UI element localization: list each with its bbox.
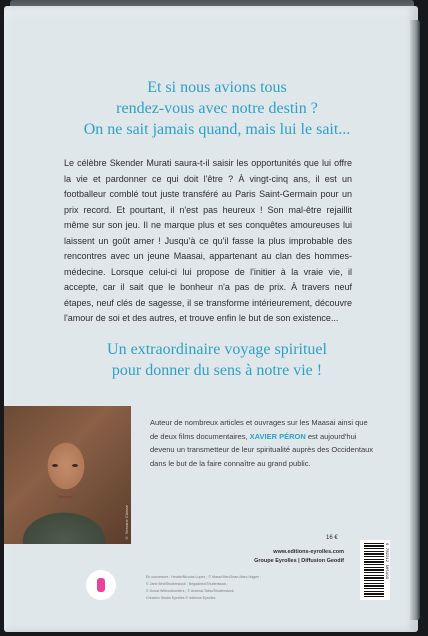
barcode-bars bbox=[364, 543, 384, 597]
photo-mouth bbox=[56, 492, 76, 498]
photo-credit: © Servane Claisse bbox=[124, 504, 129, 540]
price-label: 16 € bbox=[326, 535, 338, 541]
author-bio bbox=[150, 416, 378, 470]
isbn-barcode bbox=[360, 540, 390, 600]
headline-line-1: Et si nous avions tous bbox=[147, 79, 287, 96]
credits-line: © Jane Bird/Shutterstock ; Brigadeiro/Shutterstock ; bbox=[146, 582, 229, 586]
photo-eye-right bbox=[72, 464, 78, 467]
publisher-logo-icon bbox=[86, 570, 116, 600]
author-bio-intro: Auteur de nombreux articles et ouvrages sur les Maasai ainsi que de deux films documentaires, bbox=[150, 418, 368, 441]
barcode-digits: 9 782212 565193 bbox=[384, 543, 388, 580]
publisher-name: Groupe Eyrolles | Diffusion Geodif bbox=[254, 558, 344, 564]
summary-blurb: Le célèbre Skender Murati saura-t-il saisir les opportunités que lui offre la vie et pardonner ce qui doit l'être ? À vingt-cinq ans, il est un footballeur comblé tout juste transféré au Paris Saint-Germain pour un prix record. Et pourtant, il n'est pas heureux ! Son mal-être rejaillit même sur son jeu. Il ne marque plus et ses conquêtes amoureuses lui laissent un goût amer ! Jusqu'à ce qu'il fasse la plus improbable des rencontres avec un jeune Maasai, appartenant au clan des hommes-médecine. Lorsque celui-ci lui propose de l'initier à la vraie vie, il accepte, car il sait que le bonheur n'a pas de prix. À travers neuf étapes, neuf clés de sagesse, il se transforme intérieurement, découvre l'amour de soi et des autres, et trouve enfin le but de son existence... bbox=[64, 158, 352, 323]
cover-credits bbox=[146, 574, 346, 602]
author-bio-outro: est aujourd'hui devenu un transmetteur de leur spiritualité auprès des Occidentaux dans le but de la faire connaître au grand public. bbox=[150, 431, 374, 468]
author-photo bbox=[4, 406, 131, 544]
tagline-line-1: Un extraordinaire voyage spirituel bbox=[107, 341, 327, 358]
credits-line: © Donal.Withoutborders ; © Arsenal.Tabio/Shutterstock bbox=[146, 589, 234, 593]
publisher-website: www.editions-eyrolles.com bbox=[273, 549, 344, 555]
tagline-line-2: pour donner du sens à notre vie ! bbox=[111, 362, 323, 379]
author-name: XAVIER PÉRON bbox=[249, 431, 306, 441]
photo-eye-left bbox=[52, 464, 58, 467]
credits-line: En couverture : Heads/Nicolas Lopez ; © Masai Men/Jean-Marc Hagen ; bbox=[146, 575, 262, 579]
headline-line-2: rendez-vous avec notre destin ? bbox=[116, 100, 318, 117]
credits-line: Création Studio Eyrolles © éditions Eyrolles bbox=[146, 596, 216, 600]
headline-line-3: On ne sait jamais quand, mais lui le sait... bbox=[83, 121, 351, 138]
publisher-info bbox=[226, 548, 344, 566]
